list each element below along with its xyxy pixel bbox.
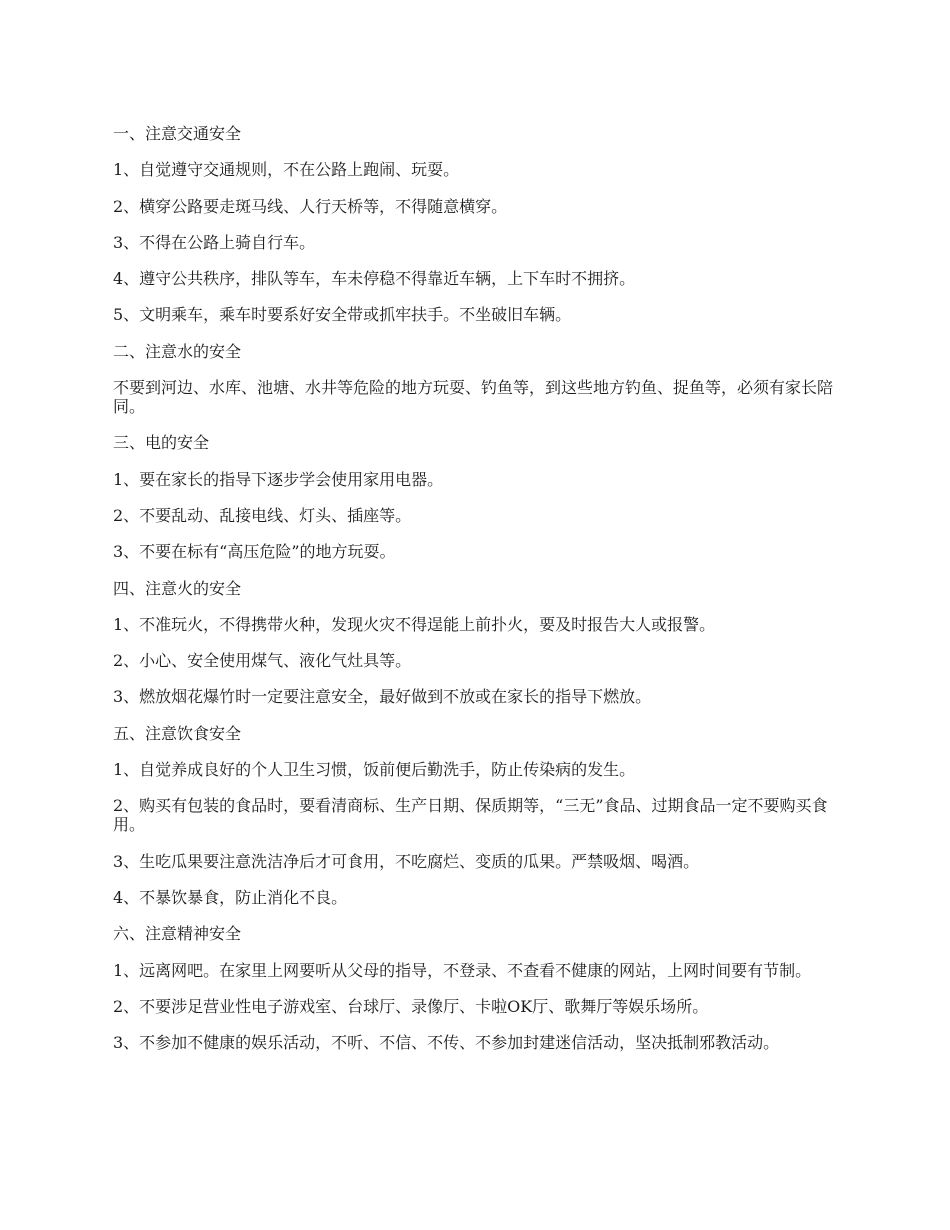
mental-item-3: 3、不参加不健康的娱乐活动，不听、不信、不传、不参加封建迷信活动，坚决抵制邪教活动。: [113, 1033, 780, 1053]
food-item-4: 4、不暴饮暴食，防止消化不良。: [113, 887, 348, 907]
section-heading-electricity: 三、电的安全: [113, 433, 210, 453]
fire-item-3: 3、燃放烟花爆竹时一定要注意安全，最好做到不放或在家长的指导下燃放。: [113, 687, 652, 707]
section-heading-traffic: 一、注意交通安全: [113, 124, 242, 143]
section-heading-food: 五、注意饮食安全: [113, 723, 242, 743]
traffic-item-1: 1、自觉遵守交通规则，不在公路上跑闹、玩耍。: [113, 160, 460, 180]
electricity-item-1: 1、要在家长的指导下逐步学会使用家用电器。: [113, 469, 444, 489]
food-item-3: 3、生吃瓜果要注意洗洁净后才可食用，不吃腐烂、变质的瓜果。严禁吸烟、喝酒。: [113, 851, 700, 871]
food-item-2: 2、购买有包装的食品时，要看清商标、生产日期、保质期等，“三无”食品、过期食品一定不要购买食用。: [113, 796, 828, 835]
fire-item-1: 1、不准玩火，不得携带火种，发现火灾不得逞能上前扑火，要及时报告大人或报警。: [113, 614, 716, 634]
traffic-item-4: 4、遵守公共秩序，排队等车，车未停稳不得靠近车辆，上下车时不拥挤。: [113, 269, 636, 289]
electricity-item-3: 3、不要在标有“高压危险”的地方玩耍。: [113, 542, 396, 562]
fire-item-2: 2、小心、安全使用煤气、液化气灶具等。: [113, 651, 412, 671]
traffic-item-2: 2、横穿公路要走斑马线、人行天桥等，不得随意横穿。: [113, 196, 508, 216]
section-heading-fire: 四、注意火的安全: [113, 578, 242, 598]
mental-item-2: 2、不要涉足营业性电子游戏室、台球厅、录像厅、卡啦OK厅、歌舞厅等娱乐场所。: [113, 996, 709, 1016]
food-item-1: 1、自觉养成良好的个人卫生习惯，饭前便后勤洗手，防止传染病的发生。: [113, 760, 636, 780]
mental-item-1: 1、远离网吧。在家里上网要听从父母的指导，不登录、不查看不健康的网站，上网时间要有节制。: [113, 960, 812, 980]
section-heading-water: 二、注意水的安全: [113, 341, 242, 361]
water-paragraph: 不要到河边、水库、池塘、水井等危险的地方玩耍、钓鱼等，到这些地方钓鱼、捉鱼等，必须有家长陪同。: [113, 378, 834, 417]
document-body: [113, 124, 833, 1069]
section-heading-mental: 六、注意精神安全: [113, 924, 242, 944]
traffic-item-3: 3、不得在公路上骑自行车。: [113, 232, 316, 252]
electricity-item-2: 2、不要乱动、乱接电线、灯头、插座等。: [113, 505, 412, 525]
traffic-item-5: 5、文明乘车，乘车时要系好安全带或抓牢扶手。不坐破旧车辆。: [113, 305, 572, 325]
